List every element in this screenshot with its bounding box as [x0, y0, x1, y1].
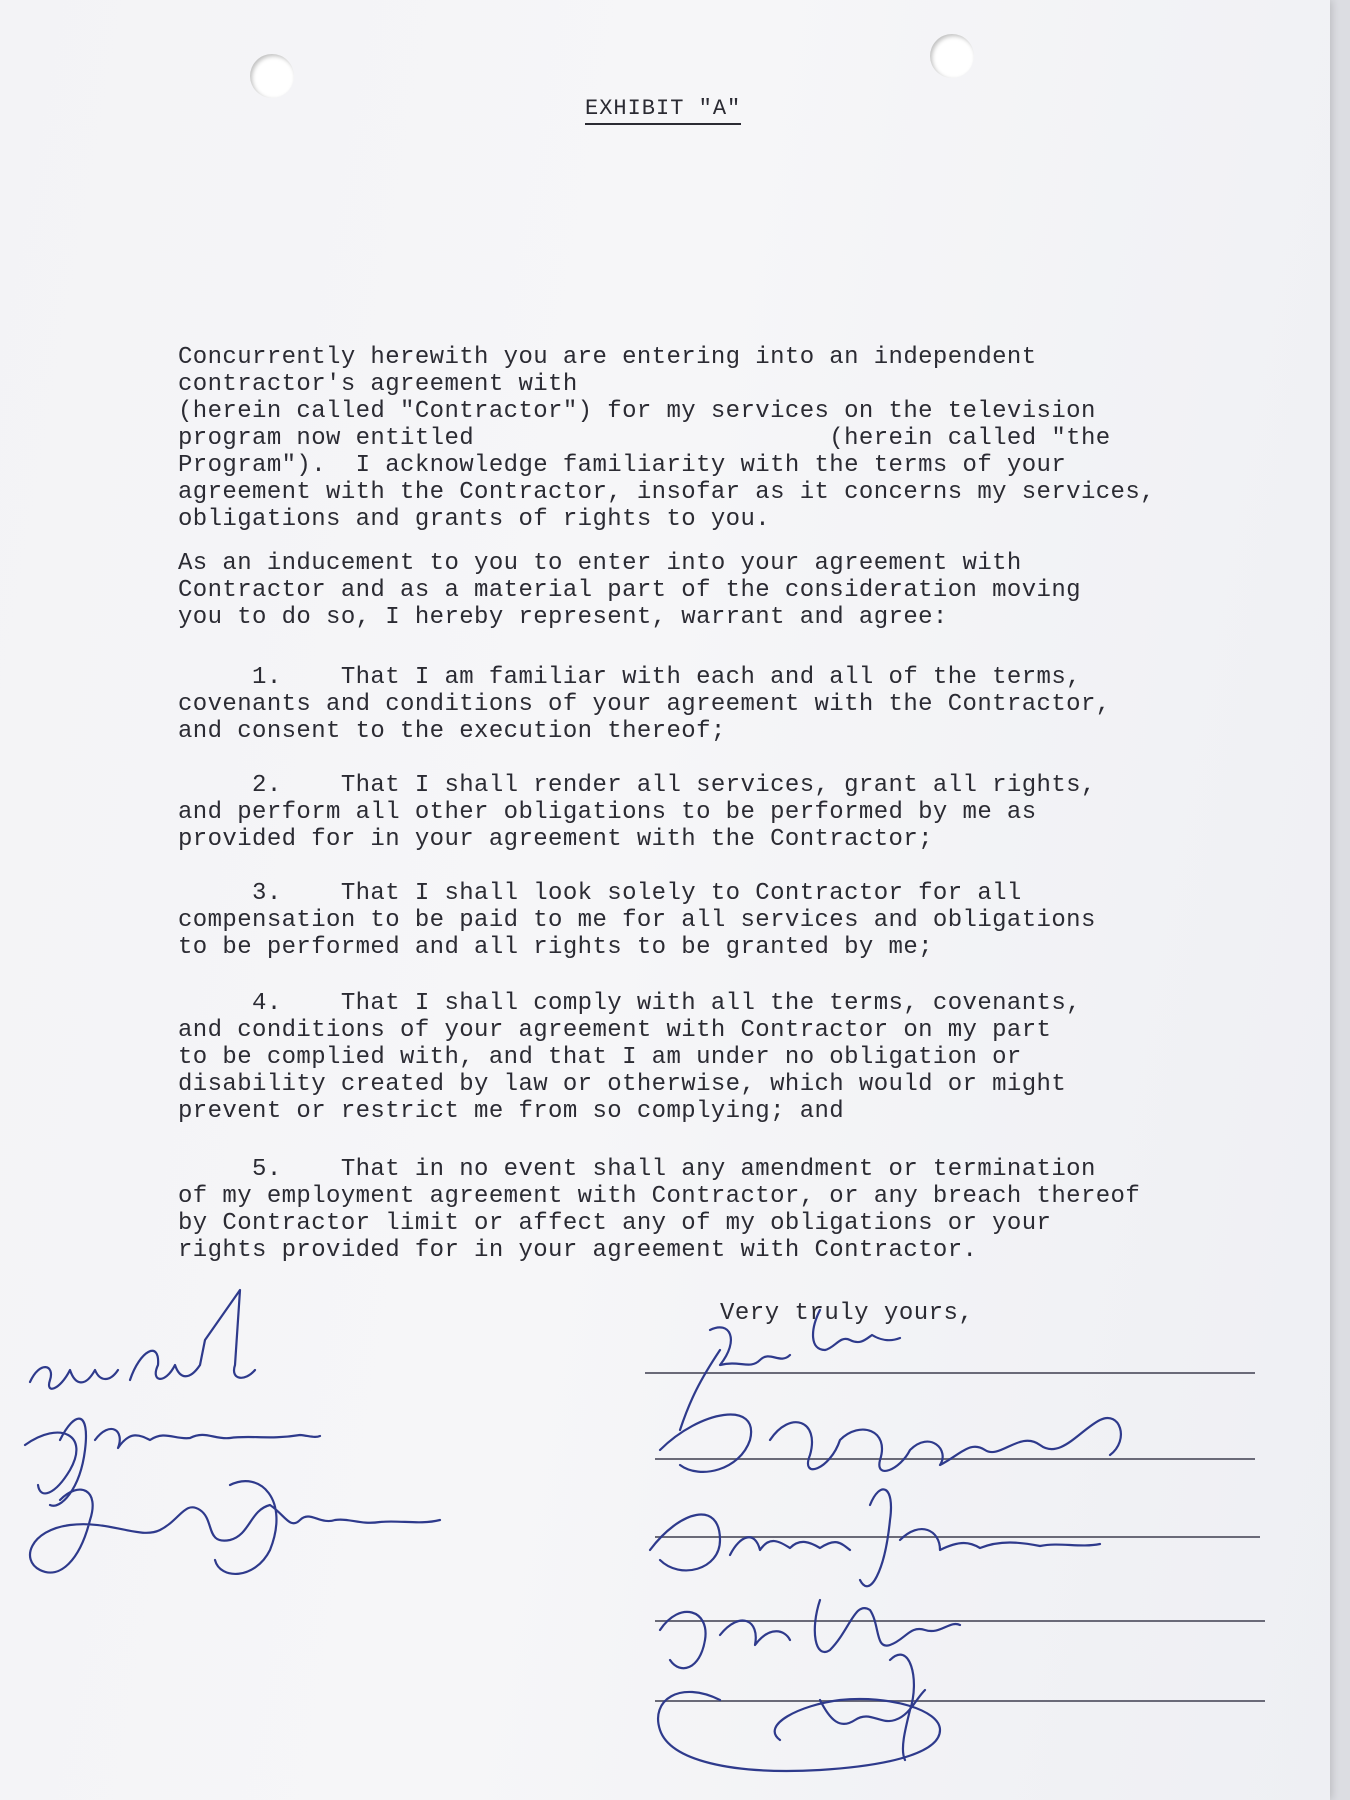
text-line: of my employment agreement with Contractor, or any breach thereof — [178, 1183, 1141, 1210]
item-1 — [178, 664, 1298, 745]
exhibit-title: EXHIBIT "A" — [585, 96, 741, 125]
text-line: and consent to the execution thereof; — [178, 718, 726, 745]
signature-right-2 — [660, 1415, 1121, 1472]
text-line: 3. That I shall look solely to Contractor for all — [178, 880, 1022, 907]
closing-salutation: Very truly yours, — [720, 1300, 974, 1327]
text-line: 1. That I am familiar with each and all of the terms, — [178, 664, 1081, 691]
text-line: program now entitled (herein called "the — [178, 425, 1111, 452]
text-line: obligations and grants of rights to you. — [178, 506, 771, 533]
text-line: rights provided for in your agreement with Contractor. — [178, 1237, 978, 1264]
text-line: prevent or restrict me from so complying; and — [178, 1098, 845, 1125]
text-line: As an inducement to you to enter into your agreement with — [178, 550, 1022, 577]
text-line: 5. That in no event shall any amendment or termination — [178, 1156, 1096, 1183]
intro-paragraph — [178, 344, 1298, 533]
text-line: Program"). I acknowledge familiarity with the terms of your — [178, 452, 1067, 479]
text-line: Contractor and as a material part of the consideration moving — [178, 577, 1081, 604]
text-line: covenants and conditions of your agreement with the Contractor, — [178, 691, 1111, 718]
text-line: Concurrently herewith you are entering into an independent — [178, 344, 1037, 371]
text-line: disability created by law or otherwise, which would or might — [178, 1071, 1067, 1098]
item-2 — [178, 772, 1298, 853]
text-line: you to do so, I hereby represent, warrant and agree: — [178, 604, 948, 631]
signature-right-4 — [660, 1600, 960, 1668]
text-line: and conditions of your agreement with Contractor on my part — [178, 1017, 1052, 1044]
signature-left-1 — [30, 1290, 255, 1389]
text-line: to be performed and all rights to be granted by me; — [178, 934, 933, 961]
text-line: compensation to be paid to me for all services and obligations — [178, 907, 1096, 934]
left-signatures — [0, 1270, 460, 1620]
inducement-paragraph — [178, 550, 1298, 631]
text-line: and perform all other obligations to be performed by me as — [178, 799, 1037, 826]
item-3 — [178, 880, 1298, 961]
signature-right-5 — [658, 1655, 940, 1771]
text-line: (herein called "Contractor") for my services on the television — [178, 398, 1096, 425]
punch-hole-right — [930, 34, 974, 78]
text-line: to be complied with, and that I am under no obligation or — [178, 1044, 1022, 1071]
item-5 — [178, 1156, 1298, 1264]
text-line: agreement with the Contractor, insofar as it concerns my services, — [178, 479, 1155, 506]
punch-hole-left — [250, 54, 294, 98]
signature-left-3 — [30, 1481, 440, 1574]
text-line: 2. That I shall render all services, grant all rights, — [178, 772, 1096, 799]
signature-right-1 — [680, 1310, 900, 1430]
text-line: contractor's agreement with — [178, 371, 578, 398]
text-line: 4. That I shall comply with all the terms, covenants, — [178, 990, 1081, 1017]
signature-right-3 — [650, 1489, 1100, 1586]
right-signatures — [640, 1280, 1300, 1780]
item-4 — [178, 990, 1298, 1125]
text-line: provided for in your agreement with the Contractor; — [178, 826, 933, 853]
text-line: by Contractor limit or affect any of my obligations or your — [178, 1210, 1052, 1237]
